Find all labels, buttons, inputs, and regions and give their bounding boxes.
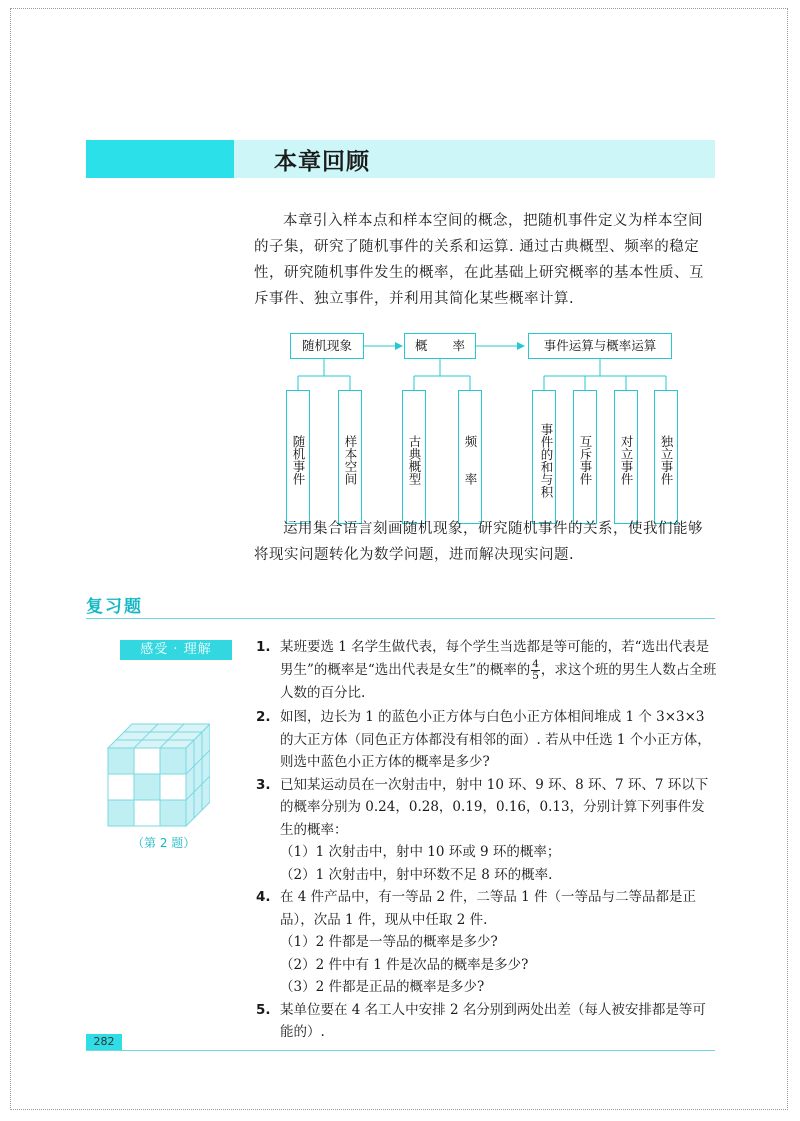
sub-question: （1）1 次射击中，射中 10 环或 9 环的概率；	[280, 844, 561, 860]
problem-text-cont: ，求这个班的男生人数占全班人数的百分比.	[280, 661, 717, 701]
box-frequency: 频 率	[458, 390, 482, 524]
problem-2	[256, 706, 718, 774]
problem-number: 1.	[256, 639, 271, 655]
problem-number: 5.	[256, 1001, 271, 1018]
chapter-header-accent	[86, 140, 234, 178]
problem-text: 在 4 件产品中，有一等品 2 件，二等品 1 件（一等品与二等品都是正品），次品 1 件，现从中任取 2 件.	[280, 889, 697, 928]
sub-question: （1）2 件都是一等品的概率是多少?	[280, 934, 498, 950]
box-event-operations: 事件运算与概率运算	[528, 333, 672, 359]
page-number: 282	[86, 1034, 122, 1050]
problem-3	[256, 774, 718, 887]
problem-number: 2.	[256, 709, 271, 725]
problem-list	[256, 636, 718, 1044]
problem-text: 某单位要在 4 名工人中安排 2 名分别到两处出差（每人被安排都是等可能的）.	[280, 1001, 706, 1040]
fraction-numerator: 4	[532, 657, 539, 670]
problem-1	[256, 636, 718, 704]
section-divider	[86, 618, 715, 619]
sub-question: （3）2 件都是正品的概率是多少?	[280, 979, 485, 995]
cube-figure	[106, 720, 210, 828]
problem-5	[256, 999, 718, 1044]
intro-paragraph: 本章引入样本点和样本空间的概念，把随机事件定义为样本空间的子集，研究了随机事件的关系和运算. 通过古典概型、频率的稳定性，研究随机事件发生的概率，在此基础上研究概率的基本性质、互斥事件、独立事件，并利用其简化某些概率计算.	[254, 213, 704, 307]
figure-caption: （第 2 题）	[132, 836, 196, 850]
box-sum-product: 事件的和与积	[532, 390, 556, 524]
chapter-title: 本章回顾	[274, 149, 370, 175]
problem-text: 如图，边长为 1 的蓝色小正方体与白色小正方体相间堆成 1 个 3×3×3 的大正方体（同色正方体都没有相邻的面）. 若从中任选 1 个小正方体，则选中蓝色小正方体的概率是多少?	[280, 709, 711, 770]
fraction-denominator: 5	[532, 669, 539, 682]
problem-text: 已知某运动员在一次射击中，射中 10 环、9 环、8 环、7 环、7 环以下的概率分别为 0.24，0.28，0.19，0.16，0.13，分别计算下列事件发生的概率：	[280, 776, 709, 838]
category-tag: 感受 · 理解	[120, 640, 232, 660]
sub-question: （2）2 件中有 1 件是次品的概率是多少?	[280, 956, 529, 973]
problem-4	[256, 886, 718, 999]
problem-number: 4.	[256, 889, 271, 905]
concept-diagram	[280, 326, 700, 498]
summary-paragraph: 运用集合语言刻画随机现象，研究随机事件的关系，使我们能够将现实问题转化为数学问题，进而解决现实问题.	[254, 521, 703, 563]
box-random-event: 随机事件	[286, 390, 310, 524]
box-classical-model: 古典概型	[402, 390, 426, 524]
box-sample-space: 样本空间	[338, 390, 362, 524]
box-independent: 独立事件	[654, 390, 678, 524]
footer-rule	[86, 1050, 715, 1051]
cube-drawing	[106, 720, 210, 828]
problem-number: 3.	[256, 776, 271, 793]
sub-question: （2）1 次射击中，射中环数不足 8 环的概率.	[280, 866, 553, 883]
box-probability: 概 率	[404, 333, 476, 359]
box-random-phenomena: 随机现象	[290, 333, 364, 359]
fraction	[531, 659, 540, 682]
box-complementary: 对立事件	[614, 390, 638, 524]
review-heading: 复习题	[86, 597, 143, 617]
problem-text: 某班要选 1 名学生做代表，每个学生当选都是等可能的，若“选出代表是男生”的概率是“选出代表是女生”的概率的	[280, 639, 710, 678]
box-mutually-exclusive: 互斥事件	[573, 390, 597, 524]
